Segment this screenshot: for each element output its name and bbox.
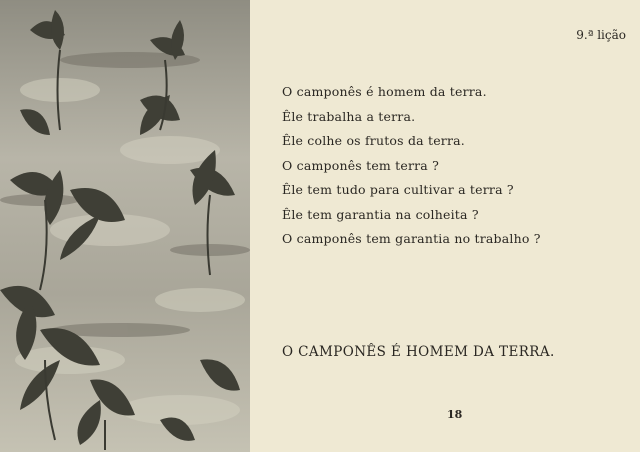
text-line: O camponês tem garantia no trabalho ?: [282, 231, 541, 246]
page-number: 18: [447, 408, 463, 421]
plant-illustration: [0, 0, 250, 452]
text-line: Êle tem tudo para cultivar a terra ?: [282, 182, 514, 197]
text-line: Êle trabalha a terra.: [282, 108, 416, 124]
lesson-label: 9.ª lição: [576, 28, 626, 42]
text-line: O camponês tem terra ?: [282, 157, 440, 173]
text-page: [250, 0, 640, 452]
lesson-heading: O CAMPONÊS É HOMEM DA TERRA.: [282, 344, 555, 360]
text-line: Êle tem garantia na colheita ?: [282, 206, 479, 222]
lesson-text: [282, 80, 541, 252]
text-line: O camponês é homem da terra.: [282, 84, 487, 99]
text-line: Êle colhe os frutos da terra.: [282, 133, 465, 148]
field-crop-photo: [0, 0, 250, 452]
